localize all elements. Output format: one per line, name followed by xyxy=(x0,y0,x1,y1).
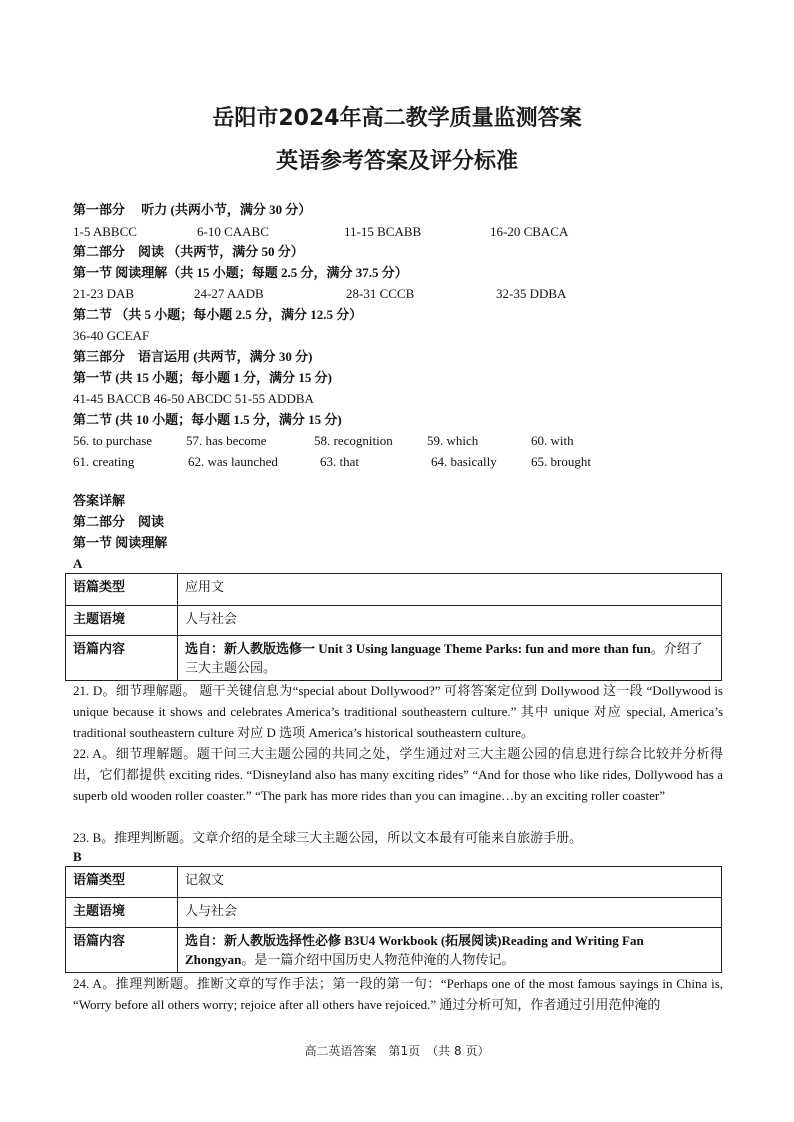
part2-section2-heading: 第二节 （共 5 小题；每小题 2.5 分，满分 12.5 分） xyxy=(73,307,363,322)
part3-section2-heading: 第二节 (共 10 小题；每小题 1.5 分，满分 15 分) xyxy=(73,412,342,427)
detail-part-heading: 第二部分 阅读 xyxy=(73,514,165,529)
content-summary: 。是一篇介绍中国历史人物范仲淹的人物传记。 xyxy=(241,952,515,967)
answer-group: 21-23 DAB xyxy=(73,286,135,301)
sub-title: 英语参考答案及评分标准 xyxy=(275,149,518,174)
table-key: 语篇内容 xyxy=(66,928,178,973)
content-summary: 。介绍了三大主题公园。 xyxy=(185,641,703,675)
answer-group: 24-27 AADB xyxy=(194,286,264,301)
passage-a-info-table xyxy=(65,573,722,681)
table-row xyxy=(66,606,722,636)
table-key: 主题语境 xyxy=(66,898,178,928)
part3-heading: 第三部分 语言运用 (共两节，满分 30 分) xyxy=(73,349,313,364)
table-value: 应用文 xyxy=(178,574,722,606)
part1-heading: 第一部分 听力 (共两小节，满分 30 分） xyxy=(73,202,312,217)
answer-group: 28-31 CCCB xyxy=(346,286,415,301)
explanation-q23: 23. B。推理判断题。文章介绍的是全球三大主题公园，所以文本最有可能来自旅游手册。 xyxy=(73,830,583,845)
table-row xyxy=(66,928,722,973)
main-title: 岳阳市2024年高二教学质量监测答案 xyxy=(212,106,582,131)
fill-answer: 65. brought xyxy=(531,454,591,469)
fill-answer: 60. with xyxy=(531,433,574,448)
table-value xyxy=(178,928,722,973)
passage-label-a: A xyxy=(73,556,83,571)
explanation-q22: 22. A。细节理解题。题干问三大主题公园的共同之处，学生通过对三大主题公园的信息进行综合比较并分析得出，它们都提供 exciting rides. “Disneyland also has many exciting rides” “And for those who like rides, Dollywood has a superb old wooden roller coaster.” “The park has more rides than you can imagine…by an exciting roller coaster” xyxy=(73,746,723,803)
answer-group: 16-20 CBACA xyxy=(490,224,569,239)
explanation-q24: 24. A。推理判断题。推断文章的写作手法；第一段的第一句：“Perhaps one of the most famous sayings in China is, “Worry before all others worry; rejoice after all others have rejoiced.” 通过分析可知，作者通过引用范仲淹的 xyxy=(73,976,723,1012)
table-key: 语篇类型 xyxy=(66,574,178,606)
table-value xyxy=(178,636,722,681)
fill-answer: 61. creating xyxy=(73,454,135,469)
explanation-q21: 21. D。细节理解题。 题干关键信息为“special about Dollywood?” 可将答案定位到 Dollywood 这一段 “Dollywood is unique because it shows and celebrates America’s traditional southeastern culture.” 其中 unique 对应 special, America’s traditional southeastern culture 对应 D 选项 America’s historical southeastern culture。 xyxy=(73,683,723,740)
answer-group: 1-5 ABBCC xyxy=(73,224,137,239)
table-key: 主题语境 xyxy=(66,606,178,636)
answer-group: 32-35 DDBA xyxy=(496,286,567,301)
passage-label-b: B xyxy=(73,849,82,864)
table-row xyxy=(66,898,722,928)
table-value: 人与社会 xyxy=(178,606,722,636)
detail-heading: 答案详解 xyxy=(73,493,126,508)
detail-section-heading: 第一节 阅读理解 xyxy=(73,535,168,550)
fill-answer: 58. recognition xyxy=(314,433,393,448)
table-row xyxy=(66,574,722,606)
table-value: 人与社会 xyxy=(178,898,722,928)
table-key: 语篇类型 xyxy=(66,867,178,898)
fill-answer: 57. has become xyxy=(186,433,267,448)
answer-group: 6-10 CAABC xyxy=(197,224,269,239)
fill-answer: 59. which xyxy=(427,433,479,448)
part2-section1-heading: 第一节 阅读理解（共 15 小题；每题 2.5 分，满分 37.5 分） xyxy=(73,265,408,280)
table-row xyxy=(66,636,722,681)
answer-group: 11-15 BCABB xyxy=(344,224,422,239)
part3-section1-heading: 第一节 (共 15 小题；每小题 1 分，满分 15 分) xyxy=(73,370,332,385)
table-row xyxy=(66,867,722,898)
table-key: 语篇内容 xyxy=(66,636,178,681)
answer-group: 36-40 GCEAF xyxy=(73,328,150,343)
fill-answer: 62. was launched xyxy=(188,454,278,469)
source-citation: 选自：新人教版选修一 Unit 3 Using language Theme Parks: fun and more than fun xyxy=(185,641,651,656)
page-footer: 高二英语答案 第1页 （共 8 页） xyxy=(304,1044,490,1058)
passage-b-info-table xyxy=(65,866,722,973)
table-value: 记叙文 xyxy=(178,867,722,898)
part2-heading: 第二部分 阅读 （共两节，满分 50 分） xyxy=(73,244,304,259)
answer-group: 41-45 BACCB 46-50 ABCDC 51-55 ADDBA xyxy=(73,391,314,406)
fill-answer: 64. basically xyxy=(431,454,497,469)
fill-answer: 56. to purchase xyxy=(73,433,153,448)
fill-answer: 63. that xyxy=(320,454,359,469)
source-citation: 选自：新人教版选择性必修 B3U4 Workbook (拓展阅读)Reading and Writing Fan Zhongyan xyxy=(185,933,644,967)
